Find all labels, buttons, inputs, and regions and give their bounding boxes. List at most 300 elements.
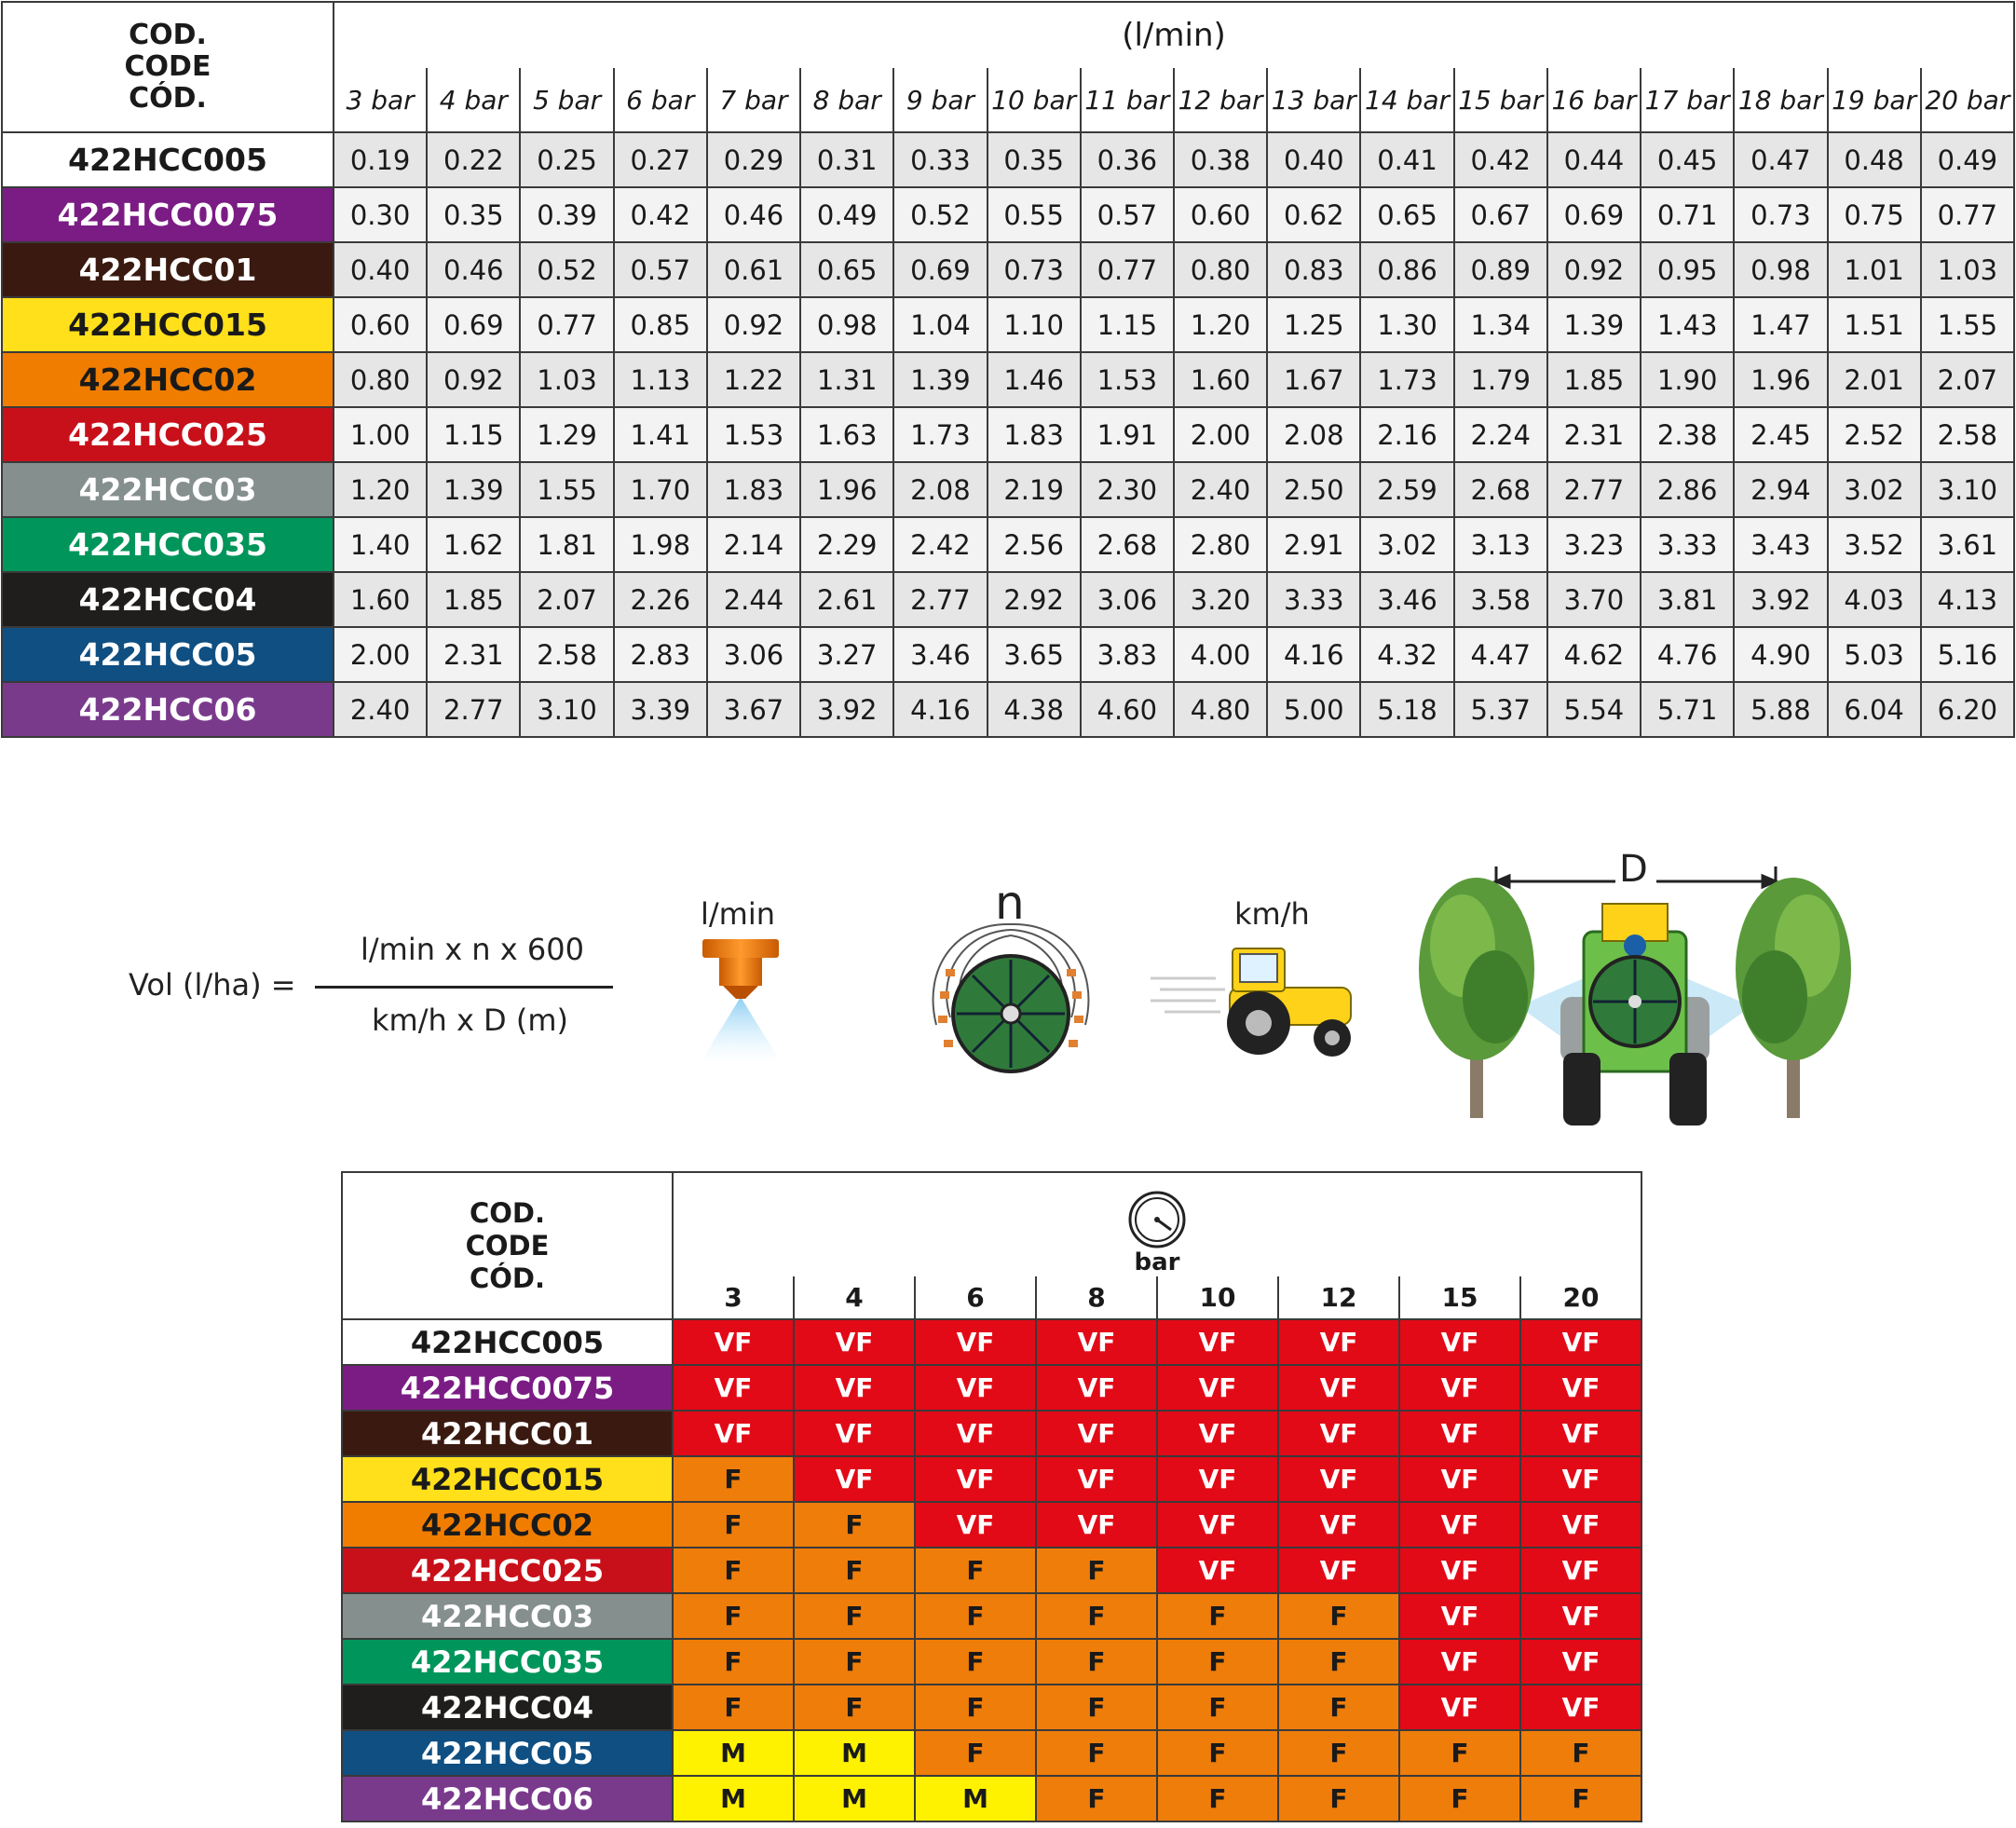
pressure-header: 11 bar — [1081, 68, 1174, 132]
droplet-class: F — [1036, 1548, 1157, 1593]
table-row — [342, 1365, 1641, 1411]
droplet-class: VF — [1278, 1319, 1399, 1365]
flow-value: 0.41 — [1360, 132, 1453, 187]
table-row — [2, 517, 2014, 572]
flow-value: 0.22 — [427, 132, 520, 187]
flow-value: 3.83 — [1081, 627, 1174, 682]
formula-denominator: km/h x D (m) — [372, 1003, 568, 1038]
flow-value: 1.20 — [334, 462, 427, 517]
flow-value: 2.58 — [1921, 407, 2014, 462]
flow-value: 4.38 — [988, 682, 1081, 737]
flow-value: 2.40 — [334, 682, 427, 737]
droplet-class: VF — [1278, 1502, 1399, 1548]
nozzle-code: 422HCC025 — [2, 407, 334, 462]
flow-value: 3.52 — [1828, 517, 1921, 572]
pressure-header: 13 bar — [1267, 68, 1360, 132]
flow-value: 2.45 — [1734, 407, 1827, 462]
flow-value: 5.18 — [1360, 682, 1453, 737]
droplet-class: VF — [1157, 1365, 1278, 1411]
flow-value: 3.81 — [1641, 572, 1734, 627]
droplet-class: VF — [794, 1319, 915, 1365]
droplet-class: F — [1278, 1776, 1399, 1821]
flow-value: 2.07 — [520, 572, 613, 627]
nozzle-code: 422HCC025 — [342, 1548, 673, 1593]
flow-value: 4.16 — [893, 682, 987, 737]
flow-value: 1.43 — [1641, 297, 1734, 352]
flow-value: 3.27 — [800, 627, 893, 682]
flow-value: 0.75 — [1828, 187, 1921, 242]
flow-value: 1.53 — [707, 407, 800, 462]
flow-value: 1.41 — [614, 407, 707, 462]
flow-value: 0.25 — [520, 132, 613, 187]
flow-value: 4.32 — [1360, 627, 1453, 682]
droplet-class: VF — [673, 1319, 794, 1365]
code-header-line: CODE — [124, 50, 211, 83]
nozzle-code: 422HCC05 — [2, 627, 334, 682]
flow-value: 1.60 — [1174, 352, 1267, 407]
droplet-class: F — [915, 1730, 1036, 1776]
flow-value: 0.73 — [1734, 187, 1827, 242]
flow-value: 3.02 — [1360, 517, 1453, 572]
flow-value: 0.62 — [1267, 187, 1360, 242]
flow-value: 0.77 — [1081, 242, 1174, 297]
nozzle-code: 422HCC015 — [342, 1456, 673, 1502]
nozzle-code: 422HCC035 — [342, 1639, 673, 1685]
droplet-class: F — [673, 1639, 794, 1685]
flow-value: 2.14 — [707, 517, 800, 572]
droplet-class: VF — [1399, 1685, 1520, 1730]
droplet-class: F — [1278, 1593, 1399, 1639]
droplet-class: VF — [1399, 1365, 1520, 1411]
droplet-class: VF — [915, 1502, 1036, 1548]
flow-value: 0.55 — [988, 187, 1081, 242]
droplet-class: F — [794, 1548, 915, 1593]
droplet-class: F — [915, 1593, 1036, 1639]
pressure-gauge-icon — [1124, 1189, 1190, 1250]
flow-value: 1.79 — [1454, 352, 1547, 407]
droplet-class: M — [794, 1776, 915, 1821]
flow-value: 0.69 — [427, 297, 520, 352]
pressure-header: 20 bar — [1921, 68, 2014, 132]
pressure-header: 16 bar — [1547, 68, 1641, 132]
flow-value: 2.50 — [1267, 462, 1360, 517]
table-row — [342, 1730, 1641, 1776]
flow-value: 0.47 — [1734, 132, 1827, 187]
droplet-class: F — [794, 1502, 915, 1548]
pressure-header: 17 bar — [1641, 68, 1734, 132]
flow-value: 3.61 — [1921, 517, 2014, 572]
pressure-header: 15 bar — [1454, 68, 1547, 132]
nozzle-code: 422HCC0075 — [342, 1365, 673, 1411]
table-row — [342, 1502, 1641, 1548]
droplet-class: VF — [1399, 1548, 1520, 1593]
flow-value: 0.83 — [1267, 242, 1360, 297]
table-row — [342, 1776, 1641, 1821]
flow-value: 2.00 — [334, 627, 427, 682]
pressure-header: 4 bar — [427, 68, 520, 132]
pressure-header: 18 bar — [1734, 68, 1827, 132]
pressure-header: 3 bar — [334, 68, 427, 132]
flow-value: 2.77 — [427, 682, 520, 737]
flow-value: 2.83 — [614, 627, 707, 682]
flow-value: 2.19 — [988, 462, 1081, 517]
flow-value: 3.65 — [988, 627, 1081, 682]
flow-value: 2.94 — [1734, 462, 1827, 517]
flow-value: 0.80 — [1174, 242, 1267, 297]
flow-value: 0.35 — [988, 132, 1081, 187]
flow-value: 1.13 — [614, 352, 707, 407]
nozzle-code: 422HCC03 — [2, 462, 334, 517]
flow-value: 0.40 — [334, 242, 427, 297]
flow-value: 2.61 — [800, 572, 893, 627]
flow-value: 6.20 — [1921, 682, 2014, 737]
flow-value: 1.25 — [1267, 297, 1360, 352]
flow-value: 2.56 — [988, 517, 1081, 572]
flow-value: 0.69 — [1547, 187, 1641, 242]
droplet-class: VF — [1520, 1548, 1641, 1593]
flow-value: 3.70 — [1547, 572, 1641, 627]
droplet-class: VF — [1157, 1548, 1278, 1593]
nozzle-code: 422HCC06 — [342, 1776, 673, 1821]
table-row — [2, 352, 2014, 407]
flow-value: 2.80 — [1174, 517, 1267, 572]
flow-value: 3.39 — [614, 682, 707, 737]
nozzle-code: 422HCC03 — [342, 1593, 673, 1639]
table-row — [342, 1548, 1641, 1593]
droplet-class: VF — [1399, 1502, 1520, 1548]
flow-value: 4.13 — [1921, 572, 2014, 627]
flow-value: 2.16 — [1360, 407, 1453, 462]
table-row — [342, 1456, 1641, 1502]
nozzle-code: 422HCC015 — [2, 297, 334, 352]
flow-value: 0.92 — [707, 297, 800, 352]
flow-rate-table — [1, 1, 2015, 738]
droplet-class: VF — [1036, 1365, 1157, 1411]
droplet-class: F — [673, 1456, 794, 1502]
droplet-class: VF — [1399, 1456, 1520, 1502]
flow-value: 5.37 — [1454, 682, 1547, 737]
droplet-class: F — [1278, 1730, 1399, 1776]
flow-value: 1.55 — [520, 462, 613, 517]
orchard-sprayer-icon — [1407, 857, 1863, 1137]
flow-value: 0.39 — [520, 187, 613, 242]
flow-value: 1.63 — [800, 407, 893, 462]
flow-value: 3.92 — [800, 682, 893, 737]
pressure-header: 8 — [1036, 1276, 1157, 1319]
pressure-header: 10 bar — [988, 68, 1081, 132]
flow-value: 1.53 — [1081, 352, 1174, 407]
formula-lhs: Vol (l/ha) = — [129, 967, 296, 1003]
flow-value: 2.31 — [1547, 407, 1641, 462]
flow-value: 4.47 — [1454, 627, 1547, 682]
droplet-class: F — [915, 1548, 1036, 1593]
pressure-header: 9 bar — [893, 68, 987, 132]
droplet-class: VF — [915, 1411, 1036, 1456]
flow-value: 1.29 — [520, 407, 613, 462]
droplet-class: VF — [1520, 1411, 1641, 1456]
flow-value: 0.86 — [1360, 242, 1453, 297]
flow-value: 2.29 — [800, 517, 893, 572]
table-row — [342, 1685, 1641, 1730]
droplet-class: VF — [915, 1365, 1036, 1411]
flow-value: 3.06 — [707, 627, 800, 682]
flow-value: 4.80 — [1174, 682, 1267, 737]
flow-value: 3.33 — [1267, 572, 1360, 627]
flow-value: 1.96 — [800, 462, 893, 517]
flow-value: 3.06 — [1081, 572, 1174, 627]
flow-value: 3.46 — [893, 627, 987, 682]
droplet-class: VF — [1520, 1319, 1641, 1365]
pressure-header: 4 — [794, 1276, 915, 1319]
flow-value: 0.65 — [1360, 187, 1453, 242]
flow-value: 1.47 — [1734, 297, 1827, 352]
pressure-header: 14 bar — [1360, 68, 1453, 132]
flow-value: 0.42 — [1454, 132, 1547, 187]
droplet-class: VF — [1036, 1502, 1157, 1548]
droplet-class: F — [1399, 1776, 1520, 1821]
flow-value: 0.38 — [1174, 132, 1267, 187]
nozzle-code: 422HCC005 — [2, 132, 334, 187]
flow-value: 1.03 — [1921, 242, 2014, 297]
flow-value: 0.95 — [1641, 242, 1734, 297]
flow-value: 5.03 — [1828, 627, 1921, 682]
flow-value: 2.86 — [1641, 462, 1734, 517]
flow-value: 3.02 — [1828, 462, 1921, 517]
flow-value: 1.70 — [614, 462, 707, 517]
nozzle-code: 422HCC02 — [342, 1502, 673, 1548]
droplet-class: M — [794, 1730, 915, 1776]
droplet-class: VF — [794, 1411, 915, 1456]
droplet-class: F — [1278, 1639, 1399, 1685]
droplet-class: F — [1036, 1685, 1157, 1730]
flow-value: 0.85 — [614, 297, 707, 352]
flow-value: 1.81 — [520, 517, 613, 572]
flow-value: 4.90 — [1734, 627, 1827, 682]
flow-value: 2.91 — [1267, 517, 1360, 572]
nozzle-code: 422HCC06 — [2, 682, 334, 737]
nozzle-code: 422HCC04 — [2, 572, 334, 627]
droplet-class: VF — [915, 1319, 1036, 1365]
flow-value: 4.03 — [1828, 572, 1921, 627]
flow-value: 3.46 — [1360, 572, 1453, 627]
flow-value: 1.91 — [1081, 407, 1174, 462]
flow-value: 3.58 — [1454, 572, 1547, 627]
flow-value: 2.40 — [1174, 462, 1267, 517]
nozzle-code: 422HCC01 — [342, 1411, 673, 1456]
flow-value: 4.62 — [1547, 627, 1641, 682]
droplet-class: F — [1520, 1730, 1641, 1776]
flow-value: 0.52 — [520, 242, 613, 297]
flow-value: 0.31 — [800, 132, 893, 187]
flow-value: 0.77 — [1921, 187, 2014, 242]
droplet-class: VF — [1278, 1548, 1399, 1593]
droplet-class: F — [1399, 1730, 1520, 1776]
droplet-class: VF — [1278, 1411, 1399, 1456]
drift-table-body — [342, 1319, 1641, 1821]
flow-value: 1.39 — [427, 462, 520, 517]
droplet-class: VF — [1036, 1456, 1157, 1502]
droplet-class: VF — [1399, 1593, 1520, 1639]
flow-value: 1.83 — [707, 462, 800, 517]
flow-value: 2.77 — [1547, 462, 1641, 517]
pressure-header: 10 — [1157, 1276, 1278, 1319]
table-row — [342, 1411, 1641, 1456]
droplet-class: F — [1036, 1776, 1157, 1821]
flow-value: 0.92 — [427, 352, 520, 407]
flow-value: 0.46 — [427, 242, 520, 297]
pressure-header: 12 — [1278, 1276, 1399, 1319]
code-header-line: CÓD. — [129, 82, 207, 115]
flow-value: 0.49 — [1921, 132, 2014, 187]
flow-label: l/min — [701, 896, 776, 932]
droplet-class: VF — [794, 1456, 915, 1502]
table-row — [2, 297, 2014, 352]
tractor-speed-icon — [1151, 941, 1365, 1062]
droplet-class: F — [1157, 1639, 1278, 1685]
pressure-header: 3 — [673, 1276, 794, 1319]
flow-value: 0.61 — [707, 242, 800, 297]
flow-value: 3.10 — [520, 682, 613, 737]
pressure-unit-label: bar — [1134, 1248, 1180, 1277]
nozzle-icon — [689, 939, 792, 1070]
flow-value: 1.31 — [800, 352, 893, 407]
droplet-class: F — [673, 1548, 794, 1593]
flow-value: 1.04 — [893, 297, 987, 352]
pressure-header: 5 bar — [520, 68, 613, 132]
flow-value: 1.10 — [988, 297, 1081, 352]
droplet-class: VF — [1520, 1639, 1641, 1685]
flow-value: 0.71 — [1641, 187, 1734, 242]
nozzle-code: 422HCC005 — [342, 1319, 673, 1365]
flow-value: 1.30 — [1360, 297, 1453, 352]
droplet-class: F — [915, 1685, 1036, 1730]
droplet-class: M — [673, 1776, 794, 1821]
flow-value: 1.01 — [1828, 242, 1921, 297]
droplet-class: VF — [1520, 1502, 1641, 1548]
table-row — [2, 627, 2014, 682]
flow-value: 2.08 — [893, 462, 987, 517]
drift-class-table — [341, 1171, 1642, 1822]
flow-value: 4.76 — [1641, 627, 1734, 682]
flow-value: 1.15 — [1081, 297, 1174, 352]
flow-value: 0.42 — [614, 187, 707, 242]
pressure-header: 7 bar — [707, 68, 800, 132]
pressure-header: 19 bar — [1828, 68, 1921, 132]
flow-value: 1.73 — [1360, 352, 1453, 407]
code-header-line: CODE — [465, 1229, 550, 1262]
flow-value: 4.00 — [1174, 627, 1267, 682]
flow-value: 2.07 — [1921, 352, 2014, 407]
flow-value: 5.16 — [1921, 627, 2014, 682]
flow-value: 1.60 — [334, 572, 427, 627]
flow-value: 0.29 — [707, 132, 800, 187]
flow-value: 3.92 — [1734, 572, 1827, 627]
flow-value: 3.20 — [1174, 572, 1267, 627]
code-header-line: CÓD. — [469, 1262, 546, 1294]
flow-value: 2.08 — [1267, 407, 1360, 462]
droplet-class: VF — [1157, 1456, 1278, 1502]
flow-value: 1.83 — [988, 407, 1081, 462]
flow-value: 0.45 — [1641, 132, 1734, 187]
flow-value: 2.24 — [1454, 407, 1547, 462]
flow-value: 2.59 — [1360, 462, 1453, 517]
flow-value: 1.51 — [1828, 297, 1921, 352]
droplet-class: F — [1036, 1593, 1157, 1639]
flow-value: 0.77 — [520, 297, 613, 352]
droplet-class: VF — [1278, 1365, 1399, 1411]
flow-value: 1.67 — [1267, 352, 1360, 407]
table-row — [2, 572, 2014, 627]
flow-value: 1.22 — [707, 352, 800, 407]
droplet-class: VF — [915, 1456, 1036, 1502]
flow-value: 0.69 — [893, 242, 987, 297]
droplet-class: F — [1036, 1730, 1157, 1776]
droplet-class: VF — [1520, 1593, 1641, 1639]
nozzle-code: 422HCC01 — [2, 242, 334, 297]
code-header-line: COD. — [129, 19, 207, 51]
flow-value: 1.85 — [1547, 352, 1641, 407]
flow-value: 3.43 — [1734, 517, 1827, 572]
sprayer-fan-icon — [918, 913, 1104, 1081]
flow-value: 2.31 — [427, 627, 520, 682]
flow-value: 0.60 — [1174, 187, 1267, 242]
flow-value: 4.60 — [1081, 682, 1174, 737]
droplet-class: M — [915, 1776, 1036, 1821]
flow-value: 0.98 — [1734, 242, 1827, 297]
droplet-class: F — [1157, 1685, 1278, 1730]
flow-value: 0.44 — [1547, 132, 1641, 187]
droplet-class: F — [1157, 1593, 1278, 1639]
droplet-class: F — [1036, 1639, 1157, 1685]
table-row — [2, 132, 2014, 187]
droplet-class: VF — [1520, 1685, 1641, 1730]
droplet-class: VF — [1399, 1411, 1520, 1456]
flow-value: 1.03 — [520, 352, 613, 407]
flow-value: 3.33 — [1641, 517, 1734, 572]
droplet-class: VF — [1278, 1456, 1399, 1502]
table-row — [342, 1319, 1641, 1365]
droplet-class: VF — [673, 1365, 794, 1411]
flow-value: 0.19 — [334, 132, 427, 187]
flow-value: 2.30 — [1081, 462, 1174, 517]
pressure-header: 20 — [1520, 1276, 1641, 1319]
flow-value: 1.15 — [427, 407, 520, 462]
flow-value: 1.55 — [1921, 297, 2014, 352]
flow-value: 5.88 — [1734, 682, 1827, 737]
droplet-class: F — [1278, 1685, 1399, 1730]
speed-label: km/h — [1234, 896, 1310, 932]
flow-value: 1.90 — [1641, 352, 1734, 407]
flow-value: 1.73 — [893, 407, 987, 462]
droplet-class: M — [673, 1730, 794, 1776]
code-column-header — [342, 1172, 673, 1319]
table-row — [2, 407, 2014, 462]
droplet-class: VF — [1157, 1411, 1278, 1456]
flow-value: 4.16 — [1267, 627, 1360, 682]
flow-value: 0.30 — [334, 187, 427, 242]
flow-value: 0.52 — [893, 187, 987, 242]
flow-value: 0.49 — [800, 187, 893, 242]
nozzle-code: 422HCC05 — [342, 1730, 673, 1776]
pressure-header: 6 bar — [614, 68, 707, 132]
row-spacing-label: D — [1619, 848, 1648, 891]
flow-value: 1.85 — [427, 572, 520, 627]
flow-value: 1.20 — [1174, 297, 1267, 352]
pressure-header: 6 — [915, 1276, 1036, 1319]
flow-value: 0.40 — [1267, 132, 1360, 187]
pressure-header: 8 bar — [800, 68, 893, 132]
flow-value: 5.00 — [1267, 682, 1360, 737]
